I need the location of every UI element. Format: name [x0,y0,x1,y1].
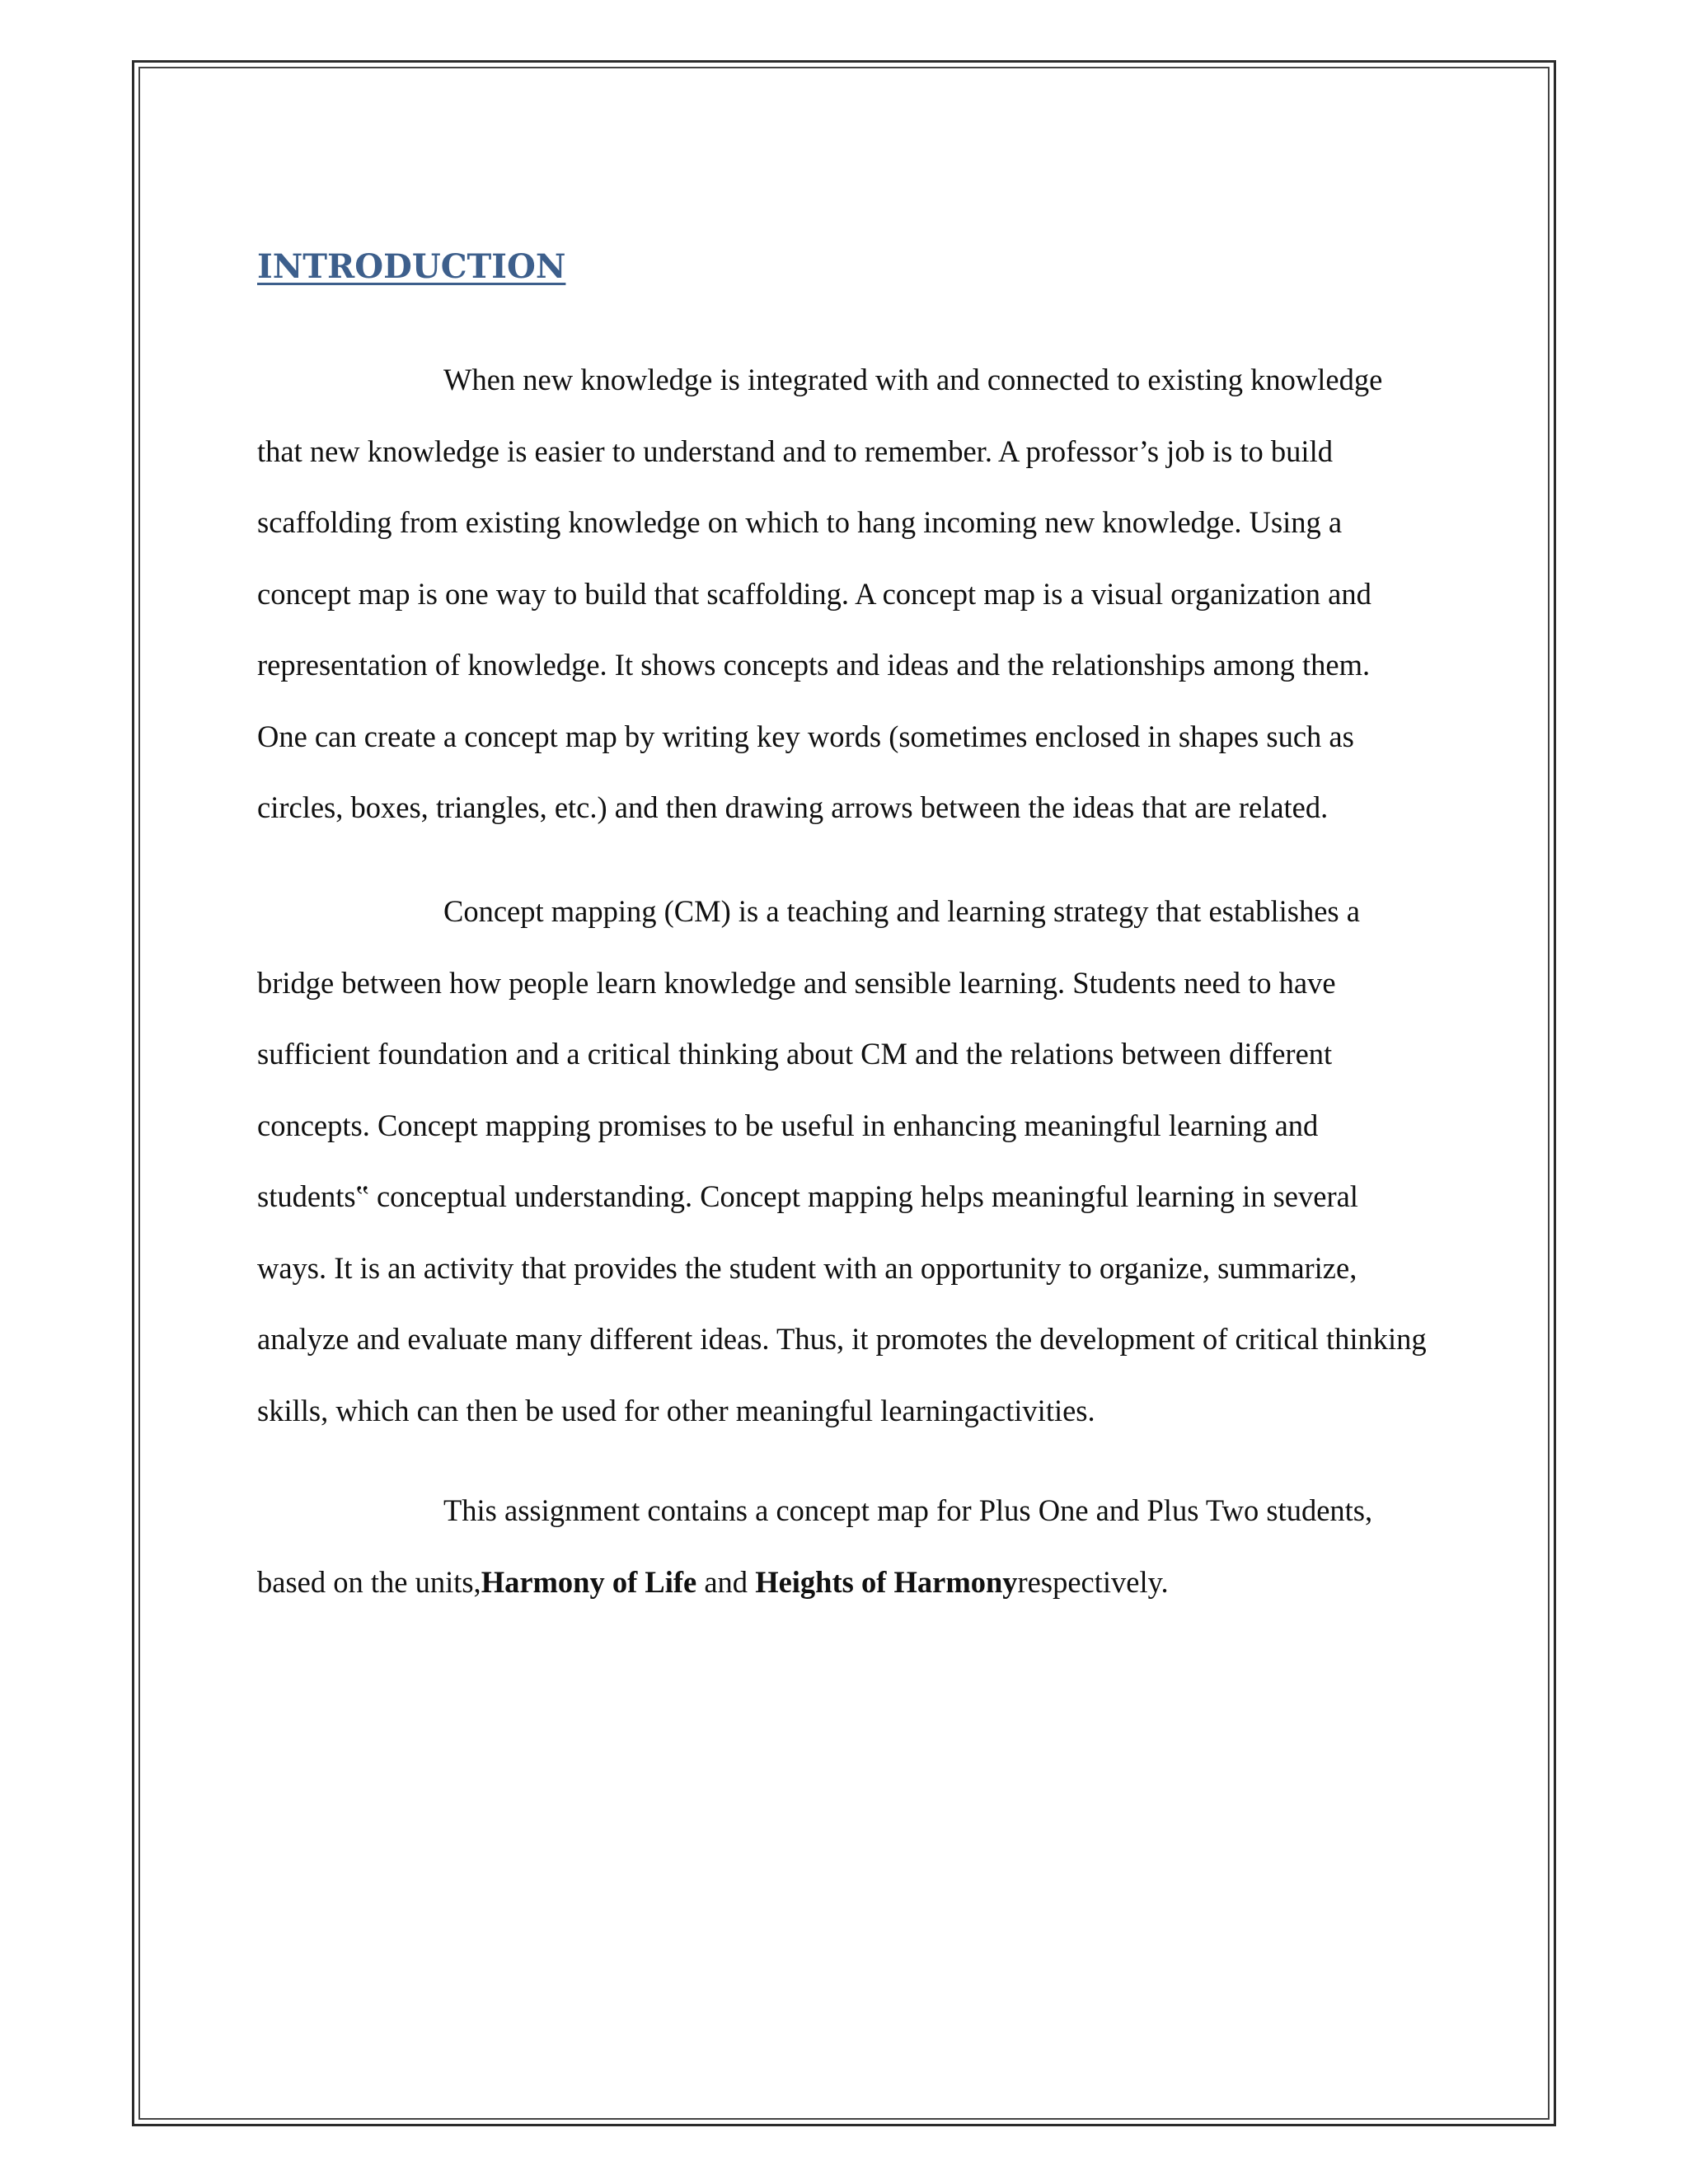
unit-name-plus-two: Heights of Harmony [755,1564,1018,1599]
paragraph-1: When new knowledge is integrated with and connected to existing knowledge that new knowledge is easier to understand and to remember. A professor’s job is to build scaffolding from existing knowledge on which to hang incoming new knowledge. Using a concept map is one way to build that scaffolding. A concept map is a visual organization and representation of knowledge. It shows concepts and ideas and the relationships among them. One can create a concept map by writing key words (sometimes enclosed in shapes such as circles, boxes, triangles, etc.) and then drawing arrows between the ideas that are related. [257,363,1383,824]
paragraph-3 [257,1475,1428,1618]
unit-name-plus-one: Harmony of Life [481,1564,697,1599]
paragraph-3-text-before: This assignment contains a concept map for Plus One and Plus Two students, based on the units, [257,1493,1373,1599]
paragraph-2: Concept mapping (CM) is a teaching and learning strategy that establishes a bridge between how people learn knowledge and sensible learning. Students need to have sufficient foundation and a critical thinking about CM and the relations between different concepts. Concept mapping promises to be useful in enhancing meaningful learning and students‟ conceptual understanding. Concept mapping helps meaningful learning in several ways. It is an activity that provides the student with an opportunity to organize, summarize, analyze and evaluate many different ideas. Thus, it promotes the development of critical thinking skills, which can then be used for other meaningful learningactivities. [257,894,1427,1427]
section-heading: INTRODUCTION [257,247,566,286]
paragraph-3-text-middle: and [696,1564,756,1599]
paragraph-3-text-after: respectively. [1017,1564,1169,1599]
